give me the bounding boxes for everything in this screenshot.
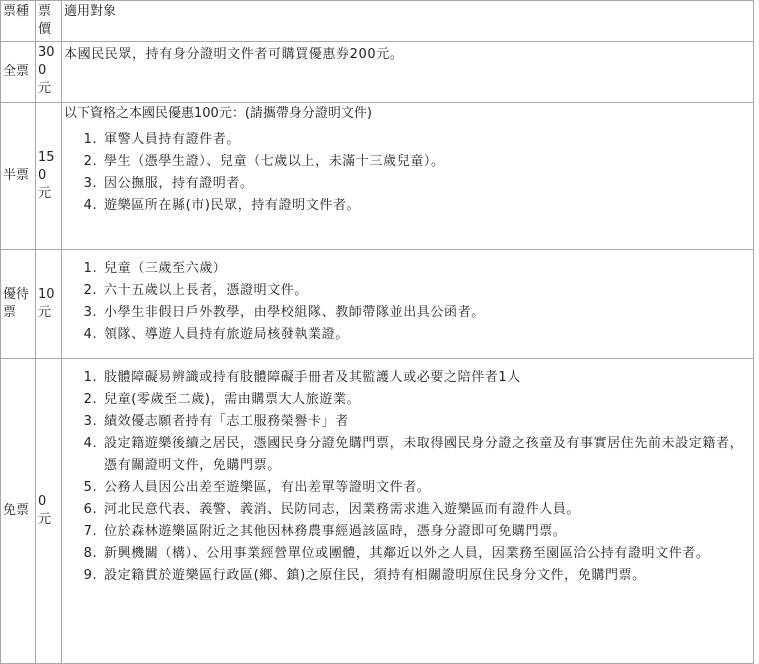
list-item: 9. 設定籍貫於遊樂區行政區(鄉、鎮)之原住民，須持有相關證明原住民身分文件，免購門票。 [102, 565, 751, 587]
table-row-half-ticket [1, 103, 754, 250]
list-item: 1. 肢體障礙易辨識或持有肢體障礙手冊者及其監護人或必要之陪伴者1人 [102, 367, 751, 389]
table-row-full-ticket [1, 42, 754, 103]
list-item: 3. 因公撫服，持有證明者。 [102, 173, 751, 195]
list-item: 1. 軍警人員持有證件者。 [102, 129, 751, 151]
table-row-discount-ticket [1, 250, 754, 359]
list-item: 4. 領隊、導遊人員持有旅遊局核發執業證。 [102, 324, 751, 346]
ticket-price-cell: 0元 [36, 359, 62, 664]
list-item: 3. 小學生非假日戶外教學，由學校組隊、教師帶隊並出具公函者。 [102, 302, 751, 324]
list-item: 5. 公務人員因公出差至遊樂區，有出差單等證明文件者。 [102, 477, 751, 499]
ticket-type-cell: 全票 [1, 42, 36, 103]
list-item: 8. 新興機關（構）、公用事業經營單位或團體，其鄰近以外之人員，因業務至園區洽公持有證明文件者。 [102, 543, 751, 565]
ticket-price-cell: 300元 [36, 42, 62, 103]
eligibility-list [64, 129, 751, 217]
list-item: 4. 遊樂區所在縣(市)民眾，持有證明文件者。 [102, 195, 751, 217]
list-item: 4. 設定籍遊樂後續之居民，憑國民身分證免購門票，未取得國民身分證之孩童及有事實居住先前未設定籍者，憑有關證明文件，免購門票。 [102, 433, 751, 477]
header-ticket-type: 票種 [1, 1, 36, 42]
list-item: 2. 六十五歲以上長者，憑證明文件。 [102, 280, 751, 302]
list-item: 6. 河北民意代表、義警、義消、民防同志，因業務需求進入遊樂區而有證件人員。 [102, 499, 751, 521]
eligibility-list [64, 258, 751, 346]
list-item: 2. 學生（憑學生證）、兒童（七歲以上，未滿十三歲兒童）。 [102, 151, 751, 173]
ticket-price-cell: 150元 [36, 103, 62, 250]
list-item: 2. 兒童(零歲至二歲)，需由購票大人旅遊業。 [102, 389, 751, 411]
ticket-type-cell: 免票 [1, 359, 36, 664]
list-item: 7. 位於森林遊樂區附近之其他因林務農事經過該區時，憑身分證即可免購門票。 [102, 521, 751, 543]
table-header-row [1, 1, 754, 42]
ticket-type-cell: 優待票 [1, 250, 36, 359]
eligibility-cell [62, 42, 754, 103]
eligibility-cell [62, 250, 754, 359]
header-ticket-price: 票價 [36, 1, 62, 42]
table-row-free-ticket [1, 359, 754, 664]
ticket-price-cell: 10元 [36, 250, 62, 359]
ticket-type-cell: 半票 [1, 103, 36, 250]
list-item: 1. 兒童（三歲至六歲） [102, 258, 751, 280]
eligibility-text: 本國民民眾，持有身分證明文件者可購買優惠券200元。 [64, 47, 404, 62]
list-item: 3. 績效優志願者持有「志工服務榮譽卡」者 [102, 411, 751, 433]
eligibility-cell [62, 359, 754, 664]
eligibility-intro: 以下資格之本國民優惠100元：(請攜帶身分證明文件) [64, 106, 372, 121]
eligibility-list [64, 367, 751, 587]
header-eligibility: 適用對象 [62, 1, 754, 42]
eligibility-cell [62, 103, 754, 250]
